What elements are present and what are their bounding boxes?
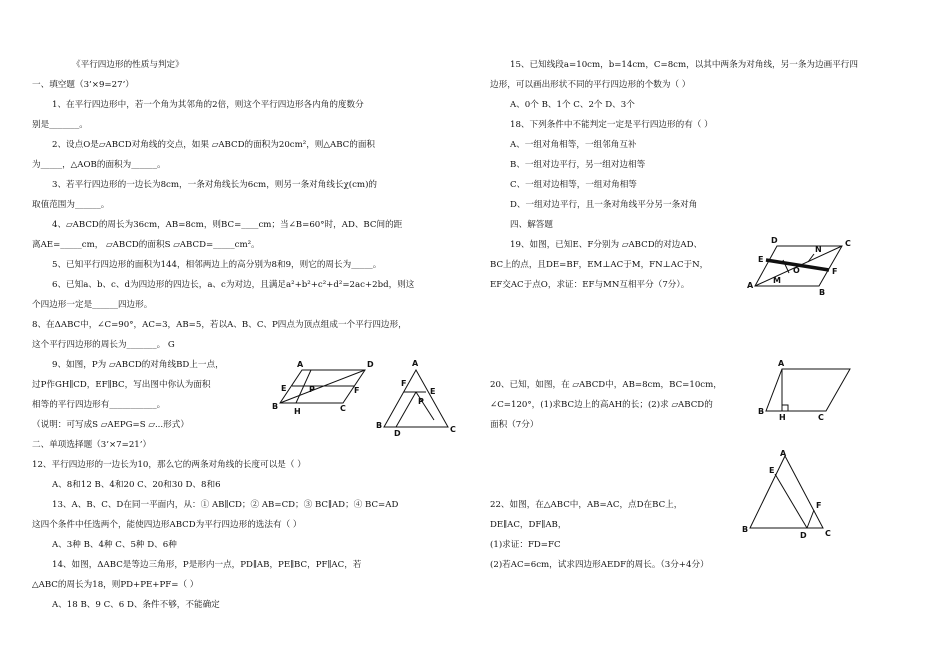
f9-label-d: D bbox=[367, 360, 374, 369]
q20-line1: 20、已知，如图，在 ▱ABCD中，AB=8cm，BC=10cm， bbox=[490, 380, 722, 390]
f9-label-e: E bbox=[281, 384, 287, 393]
f19-label-a: A bbox=[747, 281, 754, 290]
f14-label-d: D bbox=[394, 429, 401, 438]
f22-label-b: B bbox=[742, 525, 749, 534]
f9-label-h: H bbox=[294, 407, 301, 416]
f20-label-c: C bbox=[818, 413, 824, 422]
f14-label-c: C bbox=[450, 425, 456, 434]
f22-label-c: C bbox=[825, 529, 831, 538]
f9-label-a: A bbox=[297, 360, 304, 369]
q14-line2: △ABC的周长为18，则PD+PE+PF=（ ） bbox=[32, 580, 199, 590]
q14-line1: 14、如图，ΔABC是等边三角形，P是形内一点，PD∥AB，PE∥BC，PF∥AC，若 bbox=[52, 560, 362, 570]
f19-label-n: N bbox=[815, 245, 822, 254]
q2-line2: 为_____，△AOB的面积为______。 bbox=[32, 160, 166, 170]
f19-label-f: F bbox=[832, 267, 838, 276]
q8-line2: 这个平行四边形的周长为_______。 G bbox=[32, 340, 175, 350]
figure-q22-triangle bbox=[742, 449, 831, 540]
q14-options: A、18 B、9 C、6 D、条件不够，不能确定 bbox=[52, 600, 220, 610]
f22-label-e: E bbox=[769, 466, 775, 475]
q5-line: 5、已知平行四边形的面积为144，相邻两边上的高分别为8和9，则它的周长为_____。 bbox=[52, 260, 382, 270]
f14-label-f: F bbox=[401, 379, 407, 388]
q13-line1: 13、A、B、C、D在同一平面内，从：① AB∥CD；② AB=CD；③ BC∥AD；④ BC=AD bbox=[52, 500, 399, 510]
q15-line2: 边形，可以画出形状不同的平行四边形的个数为（ ） bbox=[490, 80, 691, 90]
q1-line2: 别是_______。 bbox=[32, 120, 88, 130]
f22-label-a: A bbox=[780, 449, 787, 458]
q3-line1: 3、若平行四边形的一边长为8cm，一条对角线长为6cm，则另一条对角线长χ(cm)的 bbox=[52, 180, 378, 190]
q22-line4: (2)若AC=6cm，试求四边形AEDF的周长。（3分+4分） bbox=[490, 560, 709, 570]
q2-line1: 2、设点O是▱ABCD对角线的交点，如果 ▱ABCD的面积为20cm²，则△ABC的面积 bbox=[52, 140, 376, 150]
figure-q19-parallelogram bbox=[747, 236, 851, 297]
q22-line1: 22、如图，在△ABC中，AB=AC，点D在BC上， bbox=[490, 500, 683, 510]
q12-options: A、8和12 B、4和20 C、20和30 D、8和6 bbox=[52, 480, 221, 490]
q12-line: 12、平行四边形的一边长为10，那么它的两条对角线的长度可以是（ ） bbox=[32, 460, 306, 470]
f9-label-p: P bbox=[309, 385, 315, 394]
f19-label-d: D bbox=[771, 236, 778, 245]
section-2-heading: 二、单项选择题（3’×7=21’） bbox=[32, 440, 152, 450]
f19-label-m: M bbox=[773, 276, 781, 285]
figure-q14-triangle bbox=[376, 359, 456, 438]
q15-line1: 15、已知线段a=10cm，b=14cm，C=8cm，以其中两条为对角线，另一条为边画平行四 bbox=[510, 60, 858, 70]
f19-label-o: O bbox=[793, 266, 800, 275]
q8-line1: 8、在ΔABC中，∠C=90°，AC=3，AB=5，若以A、B、C、P四点为顶点组成一个平行四边形， bbox=[32, 320, 407, 330]
figure-q20-parallelogram bbox=[758, 359, 850, 422]
q18-line: 18、下列条件中不能判定一定是平行四边形的有（ ） bbox=[510, 120, 713, 130]
f19-label-e: E bbox=[758, 255, 764, 264]
q19-line3: EF交AC于点O，求证：EF与MN互相平分（7分）。 bbox=[490, 280, 690, 290]
f14-label-a: A bbox=[412, 359, 419, 368]
q20-line2: ∠C=120°，(1)求BC边上的高AH的长；(2)求 ▱ABCD的 bbox=[490, 400, 713, 410]
q15-options: A、0个 B、1个 C、2个 D、3个 bbox=[510, 100, 635, 110]
f20-label-b: B bbox=[758, 407, 765, 416]
q18-option-d: D、一组对边平行，且一条对角线平分另一条对角 bbox=[510, 200, 698, 210]
f14-label-p: P bbox=[418, 397, 424, 406]
q13-options: A、3种 B、4种 C、5种 D、6种 bbox=[52, 540, 177, 550]
q9-line2: 过P作GH∥CD，EF∥BC，写出图中你认为面积 bbox=[32, 380, 211, 390]
q9-line1: 9、如图，P为 ▱ABCD的对角线BD上一点， bbox=[52, 360, 224, 370]
q20-line3: 面积（7分） bbox=[490, 420, 539, 430]
q22-line2: DE∥AC，DF∥AB， bbox=[490, 520, 567, 530]
figure-q9-parallelogram bbox=[272, 360, 374, 416]
f22-label-f: F bbox=[816, 501, 822, 510]
q6-line2: 个四边形一定是______四边形。 bbox=[32, 300, 153, 310]
f22-label-d: D bbox=[800, 531, 807, 540]
q18-option-a: A、一组对角相等，一组邻角互补 bbox=[510, 140, 637, 150]
section-1-heading: 一、填空题（3’×9=27’） bbox=[32, 80, 134, 90]
q4-line1: 4、▱ABCD的周长为36cm，AB=8cm，则BC=____cm；当∠B=60°时，AD、BC间的距 bbox=[52, 220, 403, 230]
q18-option-b: B、一组对边平行，另一组对边相等 bbox=[510, 160, 646, 170]
q9-line4: （说明：可写成S ▱AEPG=S ▱...形式） bbox=[32, 420, 189, 430]
f20-label-h: H bbox=[779, 413, 786, 422]
q18-option-c: C、一组对边相等，一组对角相等 bbox=[510, 180, 637, 190]
q4-line2: 离AE=_____cm， ▱ABCD的面积S ▱ABCD=_____cm²。 bbox=[32, 240, 260, 250]
section-4-heading: 四、解答题 bbox=[510, 220, 553, 230]
f14-label-e: E bbox=[430, 387, 436, 396]
f9-label-c: C bbox=[340, 404, 346, 413]
q6-line1: 6、已知a、b、c、d为四边形的四边长，a、c为对边，且满足a²+b²+c²+d²=2ac+2bd，则这 bbox=[52, 280, 415, 290]
f14-label-b: B bbox=[376, 421, 383, 430]
q19-line2: BC上的点，且DE=BF，EM⊥AC于M，FN⊥AC于N， bbox=[490, 260, 709, 270]
f19-label-b: B bbox=[819, 288, 826, 297]
f9-label-f: F bbox=[354, 386, 360, 395]
q9-line3: 相等的平行四边形有___________。 bbox=[32, 400, 166, 410]
f20-label-a: A bbox=[778, 359, 785, 368]
f9-label-b: B bbox=[272, 402, 279, 411]
q19-line1: 19、如图，已知E、F分别为 ▱ABCD的对边AD、 bbox=[510, 240, 703, 250]
q13-line2: 这四个条件中任选两个，能使四边形ABCD为平行四边形的选法有（ ） bbox=[32, 520, 302, 530]
doc-title: 《平行四边形的性质与判定》 bbox=[72, 60, 184, 70]
q3-line2: 取值范围为______。 bbox=[32, 200, 110, 210]
f19-label-c: C bbox=[845, 239, 851, 248]
q1-line1: 1、在平行四边形中，若一个角为其邻角的2倍，则这个平行四边形各内角的度数分 bbox=[52, 100, 364, 110]
q22-line3: (1)求证：FD=FC bbox=[490, 540, 561, 550]
